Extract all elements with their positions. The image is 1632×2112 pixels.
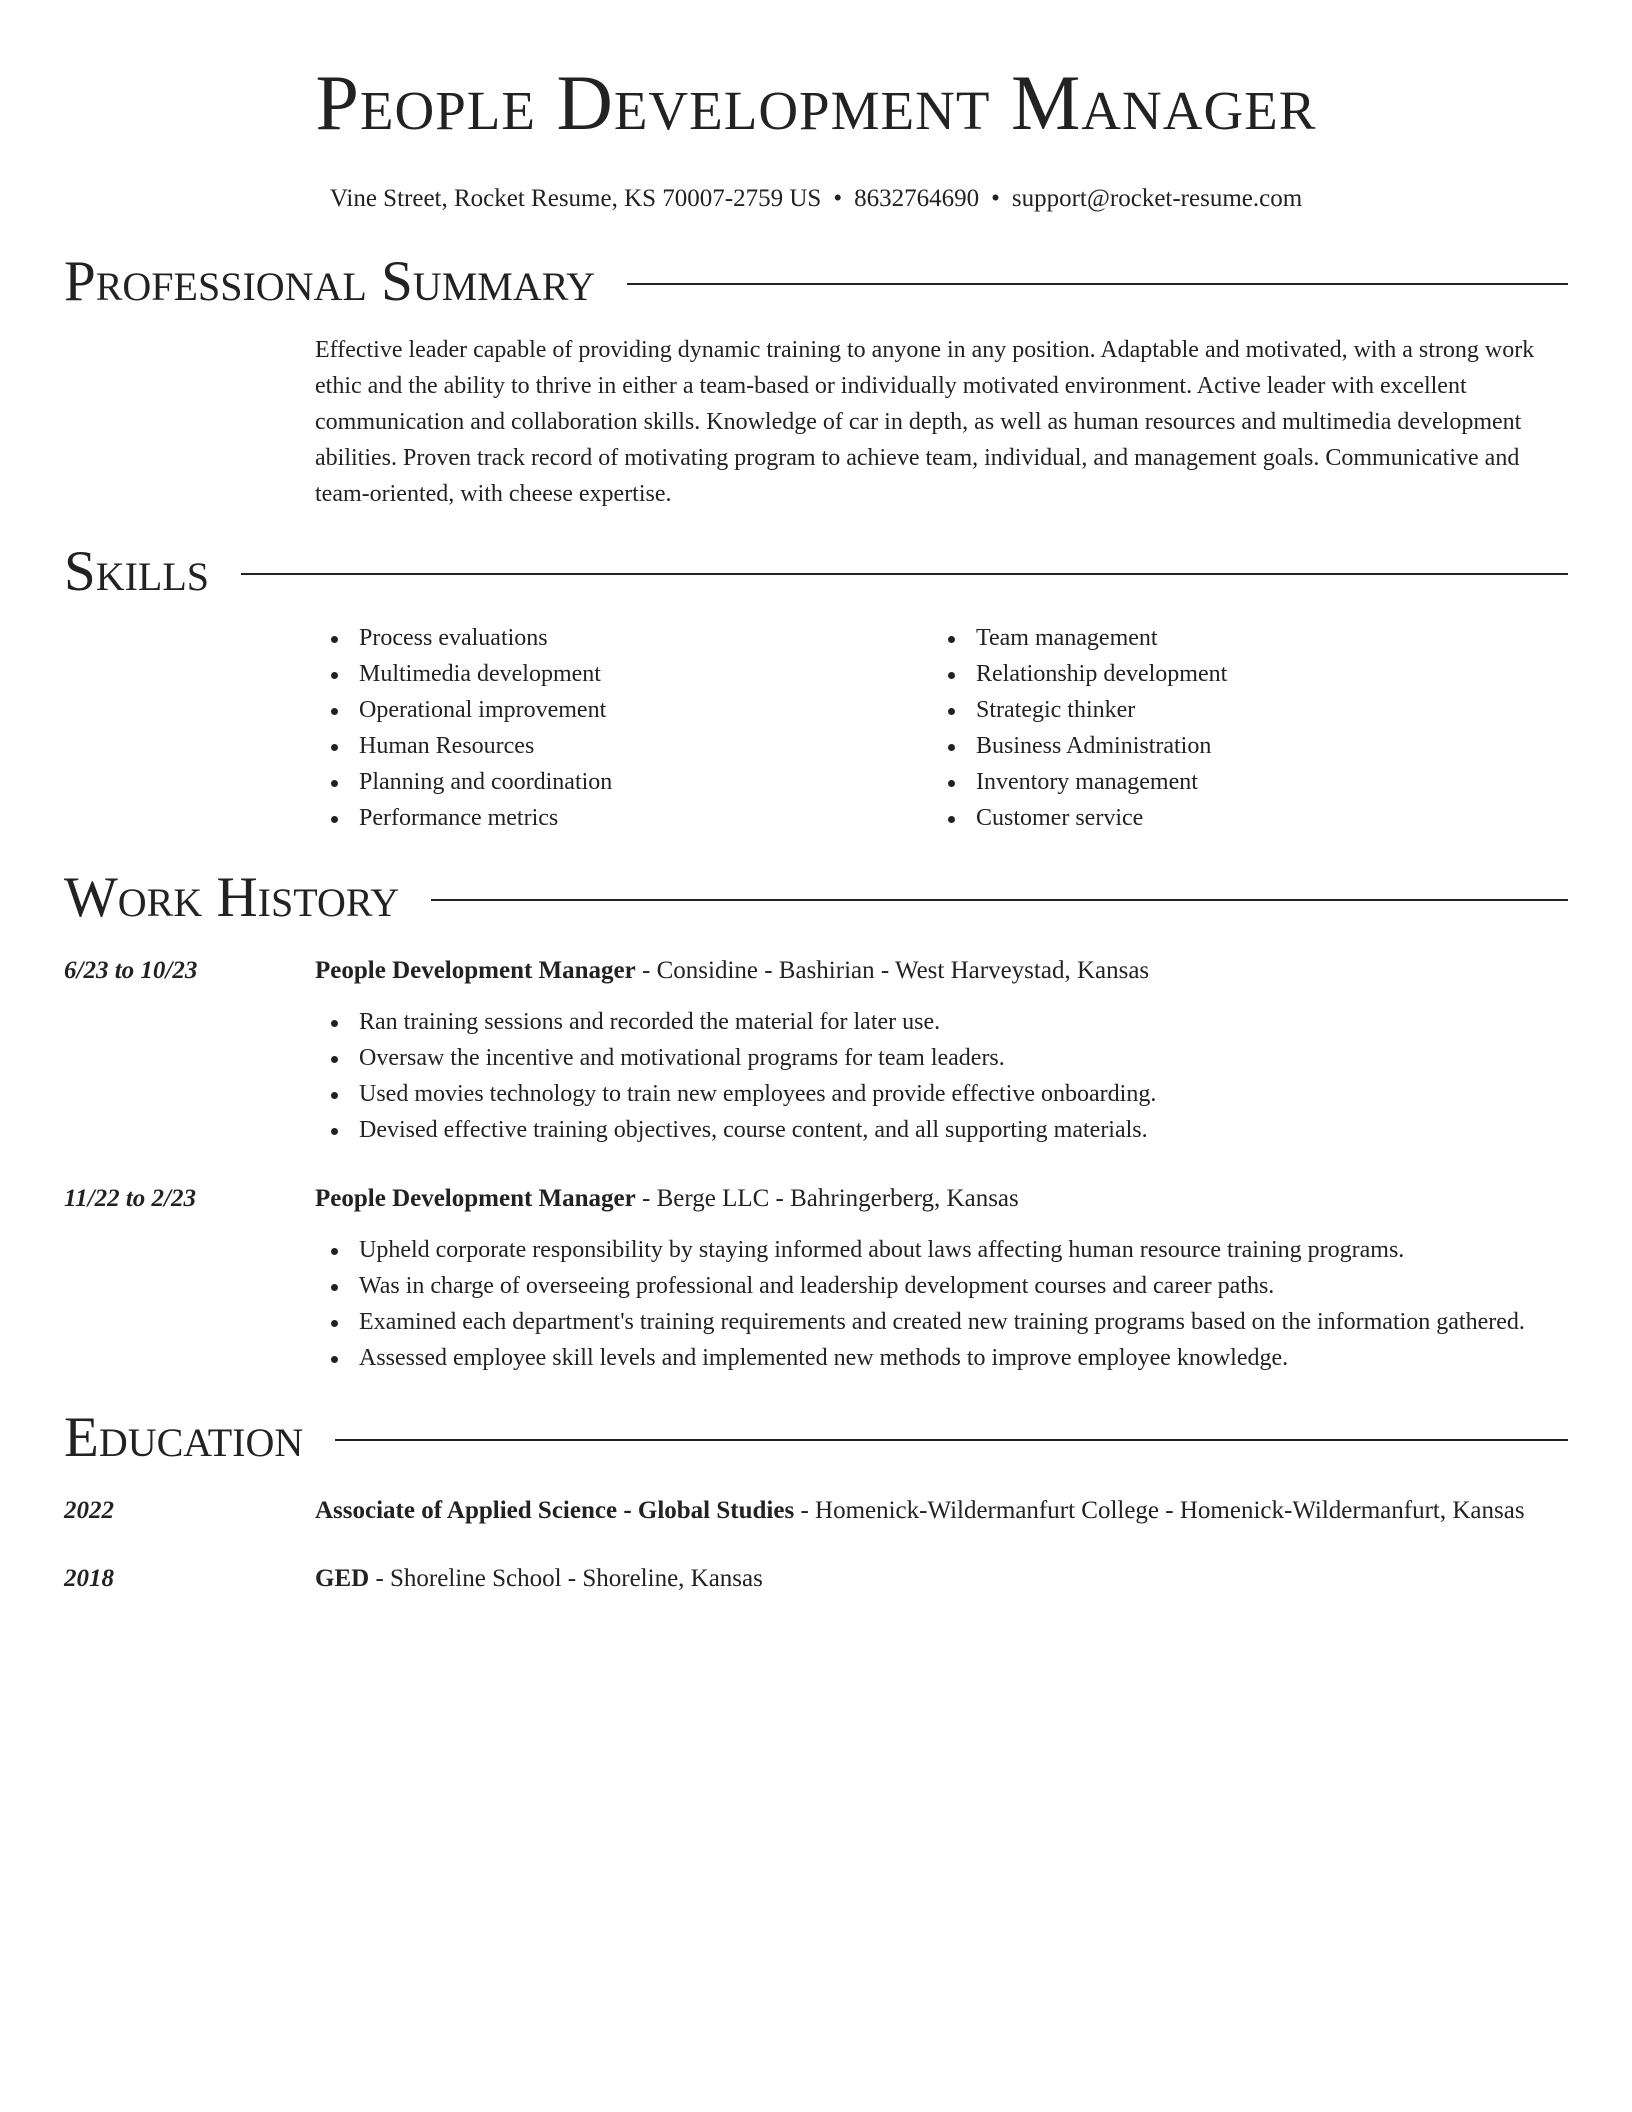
- section-divider: [431, 899, 1568, 901]
- job-employer-location: - Berge LLC - Bahringerberg, Kansas: [635, 1185, 1019, 1212]
- job-bullets: [315, 1232, 1568, 1376]
- education-section-title: Education: [64, 1406, 304, 1469]
- job-bullet: Upheld corporate responsibility by staying informed about laws affecting human resource training programs.: [315, 1232, 1568, 1268]
- job-bullet: Assessed employee skill levels and implemented new methods to improve employee knowledge.: [315, 1340, 1568, 1376]
- job-bullet: Used movies technology to train new employees and provide effective onboarding.: [315, 1076, 1568, 1112]
- job-bullets: [315, 1004, 1568, 1148]
- skill-item: Multimedia development: [315, 656, 932, 692]
- section-divider: [335, 1439, 1568, 1441]
- section-divider: [627, 283, 1568, 285]
- contact-separator: •: [833, 185, 843, 212]
- education-year: 2022: [64, 1497, 114, 1524]
- skills-section-title: Skills: [64, 540, 210, 603]
- contact-address: Vine Street, Rocket Resume, KS 70007-2759 US: [329, 185, 822, 212]
- skill-item: Operational improvement: [315, 692, 932, 728]
- skill-item: Inventory management: [932, 764, 1549, 800]
- job-bullet: Devised effective training objectives, course content, and all supporting materials.: [315, 1112, 1568, 1148]
- job-bullet: Was in charge of overseeing professional and leadership development courses and career paths.: [315, 1268, 1568, 1304]
- job-details: [315, 952, 1568, 1148]
- summary-section: [64, 246, 1568, 512]
- summary-text: Effective leader capable of providing dynamic training to anyone in any position. Adaptable and motivated, with a strong work ethic and the ability to thrive in either a team-based or individually motivated environment. Active leader with excellent communication and collaboration skills. Knowledge of car in depth, as well as human resources and multimedia development abilities. Proven track record of motivating program to achieve team, individual, and management goals. Communicative and team-oriented, with cheese expertise.: [315, 337, 1535, 507]
- summary-body: [315, 332, 1568, 512]
- skill-item: Team management: [932, 620, 1549, 656]
- education-school-location: - Shoreline School - Shoreline, Kansas: [369, 1565, 763, 1592]
- job-heading: [315, 1180, 1568, 1218]
- education-degree: GED: [315, 1565, 370, 1592]
- education-degree: Associate of Applied Science - Global Studies: [315, 1497, 795, 1524]
- job-title: People Development Manager: [315, 957, 636, 984]
- skill-item: Planning and coordination: [315, 764, 932, 800]
- education-details: [315, 1492, 1568, 1530]
- summary-section-title: Professional Summary: [64, 250, 596, 313]
- skill-item: Performance metrics: [315, 800, 932, 836]
- education-entry: [64, 1560, 1568, 1598]
- education-entry: [64, 1492, 1568, 1530]
- skill-item: Customer service: [932, 800, 1549, 836]
- education-year: 2018: [64, 1565, 114, 1592]
- job-title: People Development Manager: [315, 1185, 636, 1212]
- skills-section: [64, 536, 1568, 836]
- education-details: [315, 1560, 1568, 1598]
- job-bullet: Examined each department's training requirements and created new training programs based on the information gathered.: [315, 1304, 1568, 1340]
- resume-name-heading: People Development Manager: [315, 59, 1317, 146]
- education-school-location: - Homenick-Wildermanfurt College - Homenick-Wildermanfurt, Kansas: [794, 1497, 1525, 1524]
- skill-item: Strategic thinker: [932, 692, 1549, 728]
- job-entry: [64, 952, 1568, 1148]
- skills-columns: [315, 620, 1568, 836]
- skills-list-left: [315, 620, 932, 836]
- contact-email: support@rocket-resume.com: [1011, 185, 1303, 212]
- summary-section-header: [64, 246, 1568, 318]
- job-dates: 6/23 to 10/23: [64, 957, 198, 984]
- job-employer-location: - Considine - Bashirian - West Harveystad, Kansas: [635, 957, 1150, 984]
- work-history-section: [64, 862, 1568, 1376]
- education-section: [64, 1402, 1568, 1598]
- job-entry: [64, 1180, 1568, 1376]
- skill-item: Human Resources: [315, 728, 932, 764]
- job-details: [315, 1180, 1568, 1376]
- skills-list-right: [932, 620, 1549, 836]
- job-bullet: Oversaw the incentive and motivational programs for team leaders.: [315, 1040, 1568, 1076]
- skill-item: Relationship development: [932, 656, 1549, 692]
- work-history-section-header: [64, 862, 1568, 934]
- skill-item: Process evaluations: [315, 620, 932, 656]
- job-bullet: Ran training sessions and recorded the material for later use.: [315, 1004, 1568, 1040]
- section-divider: [241, 573, 1568, 575]
- skills-section-header: [64, 536, 1568, 608]
- contact-phone: 8632764690: [854, 185, 980, 212]
- education-section-header: [64, 1402, 1568, 1474]
- skill-item: Business Administration: [932, 728, 1549, 764]
- contact-line: [64, 182, 1568, 216]
- work-history-section-title: Work History: [64, 866, 400, 929]
- contact-separator: •: [991, 185, 1000, 212]
- job-heading: [315, 952, 1568, 990]
- job-dates: 11/22 to 2/23: [64, 1185, 196, 1212]
